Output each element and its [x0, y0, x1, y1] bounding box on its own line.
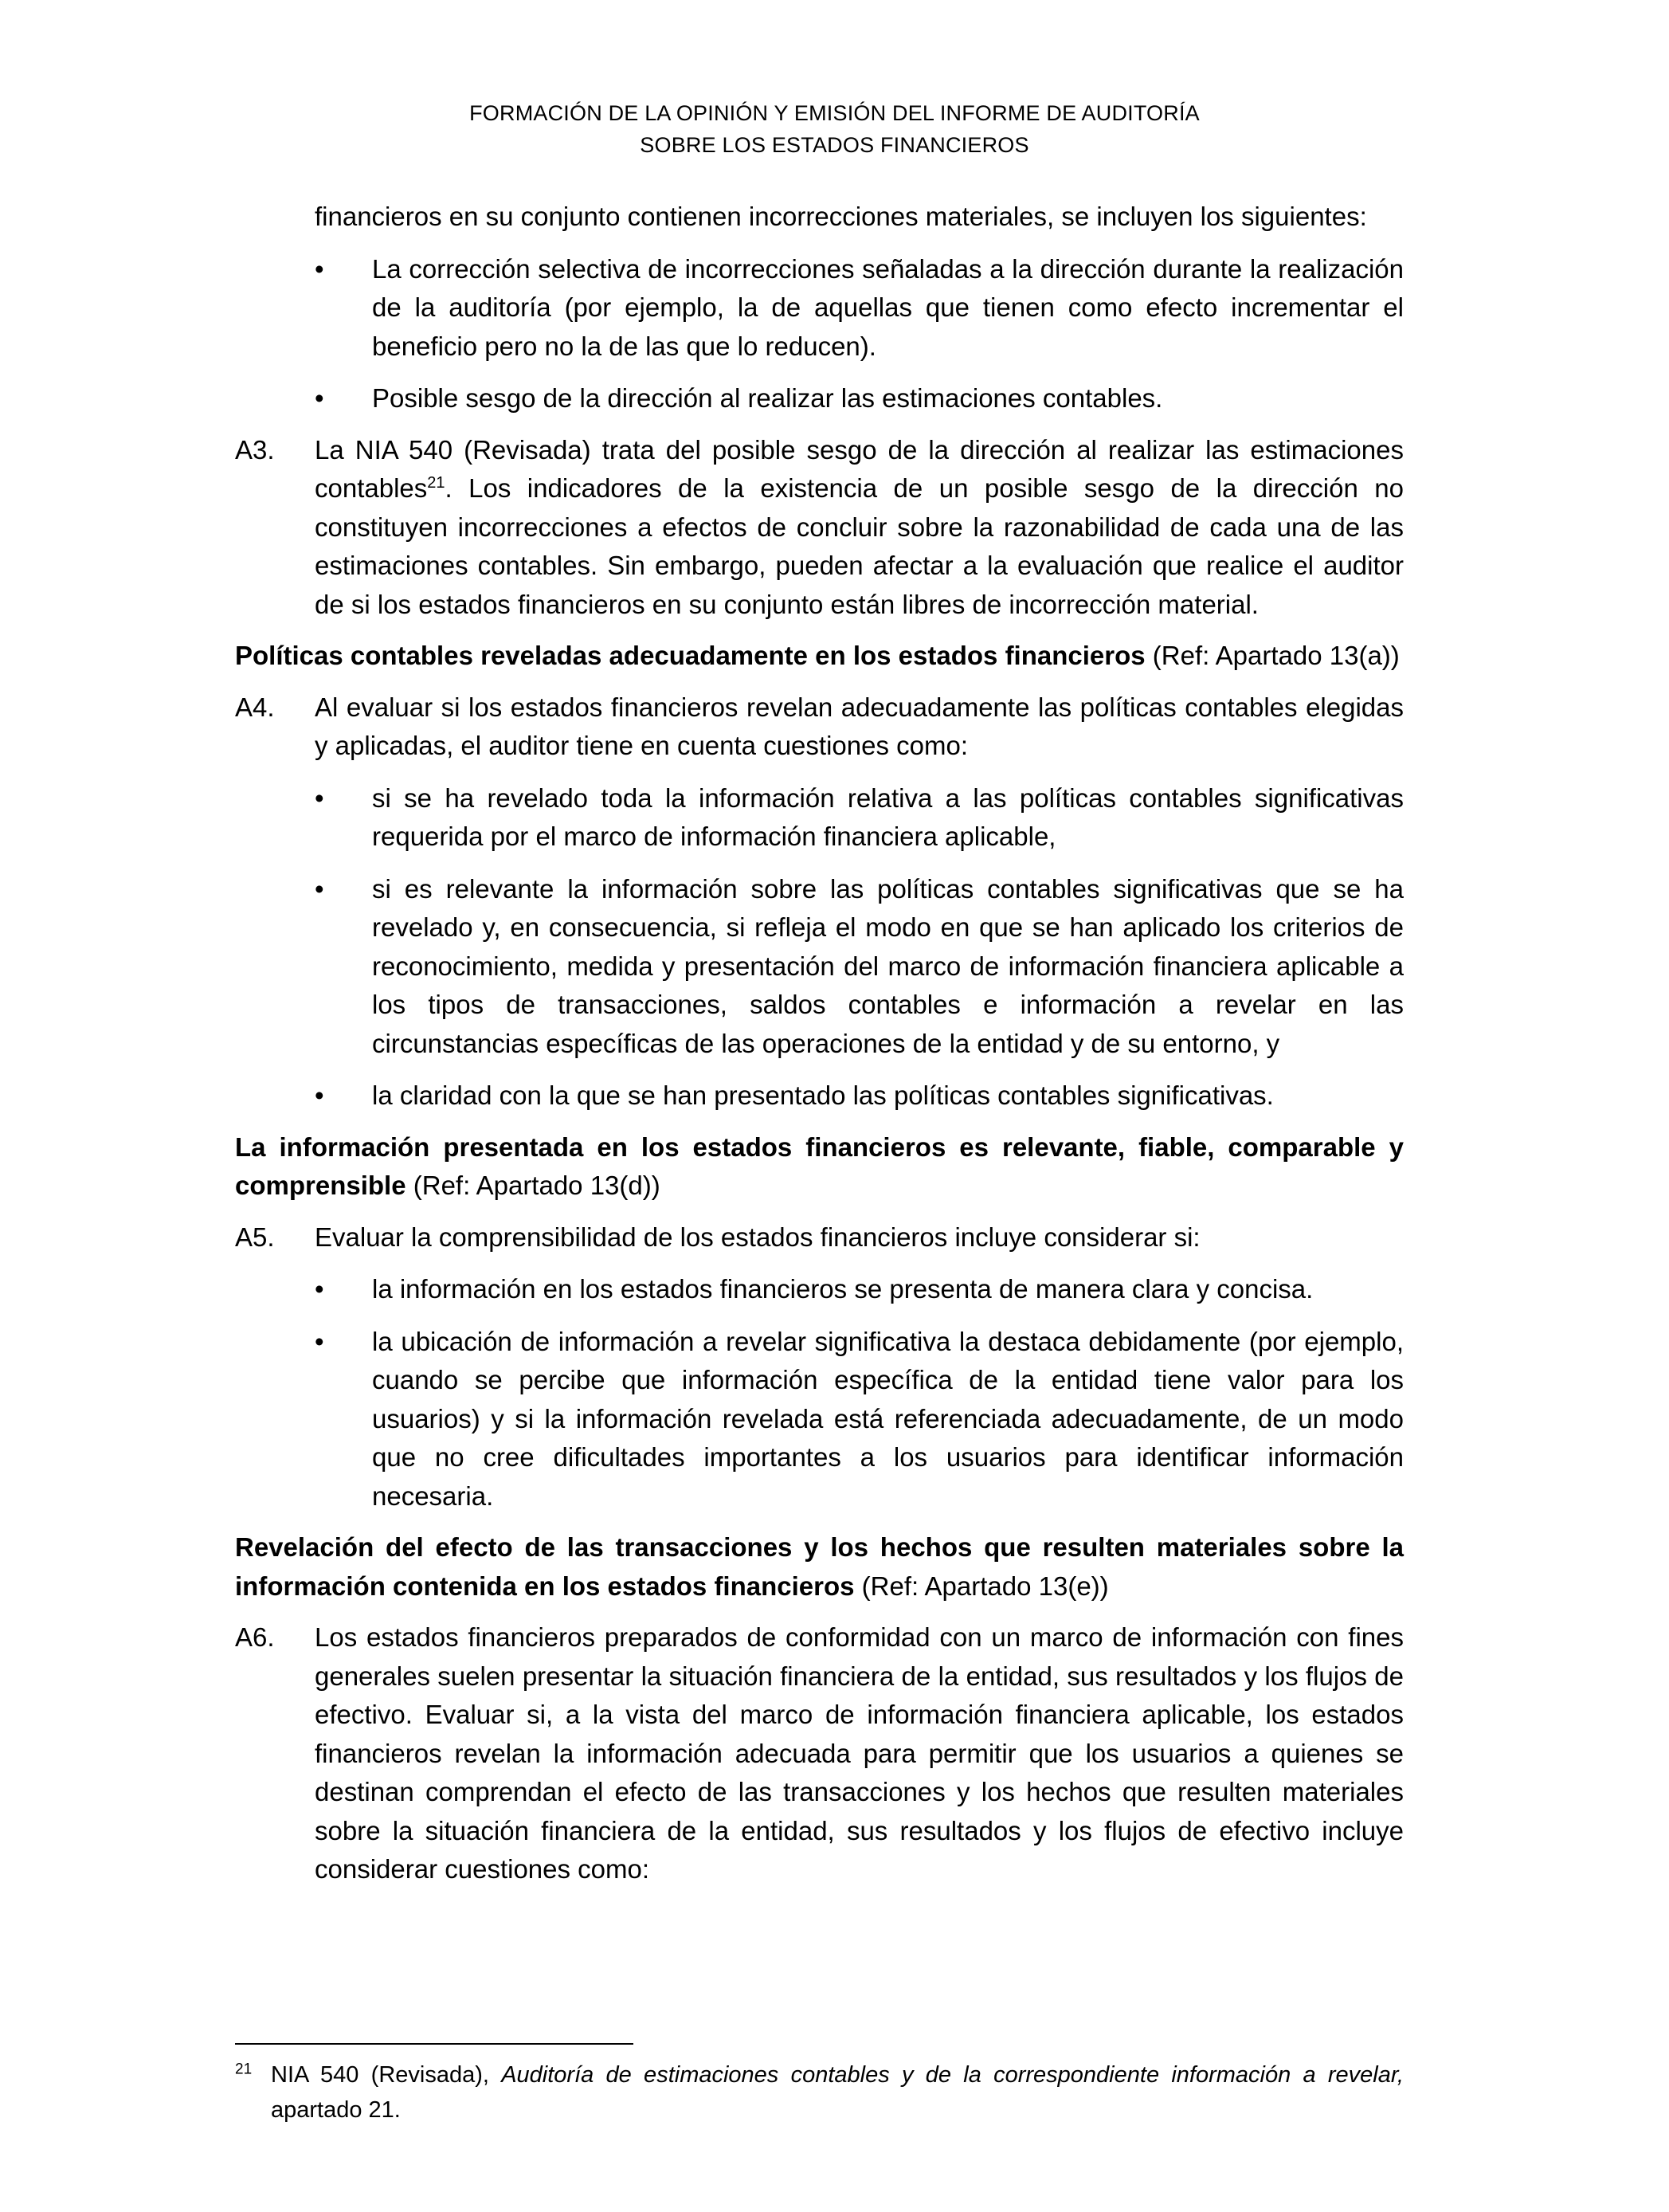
bullet-icon: • — [315, 1081, 324, 1110]
heading-reference: (Ref: Apartado 13(e)) — [854, 1571, 1109, 1601]
intro-paragraph: financieros en su conjunto contienen incorrecciones materiales, se incluyen los siguientes: — [315, 202, 1367, 231]
bullet-icon: • — [315, 383, 324, 413]
a4-bullet-list — [315, 779, 1404, 1116]
bullet-icon: • — [315, 782, 324, 813]
bullet-icon: • — [315, 873, 324, 904]
paragraph-a4 — [235, 688, 1404, 766]
list-item — [315, 1323, 1404, 1516]
paragraph-text: Los estados financieros preparados de conformidad con un marco de información con fines generales suelen presentar la situación financiera de la entidad, sus resultados y los flujos de efectivo. Evaluar si, a la vista del marco de información financiera aplicable, los estados financieros revelan la información adecuada para permitir que los usuarios a quienes se destinan comprendan el efecto de las transacciones y los hechos que resulten materiales sobre la situación financiera de la entidad, sus resultados y los flujos de efectivo incluye considerar cuestiones como: — [315, 1622, 1404, 1884]
text-segment: La NIA 540 (Revisada) trata del posible sesgo de la dirección al realizar las estimaciones contables — [315, 434, 1404, 503]
bullet-icon: • — [315, 1274, 324, 1304]
paragraph-a3 — [235, 431, 1404, 625]
paragraph-number: A6. — [235, 1622, 275, 1652]
footnote-text — [271, 2057, 1404, 2128]
heading-bold-text: Políticas contables reveladas adecuadamente en los estados financieros — [235, 641, 1146, 670]
paragraph-text: Evaluar la comprensibilidad de los estados financieros incluye considerar si: — [315, 1222, 1201, 1252]
cited-title: Auditoría de estimaciones contables y de la correspondiente información a revelar, — [501, 2062, 1404, 2088]
list-item-text: La corrección selectiva de incorrecciones señaladas a la dirección durante la realización de la auditoría (por ejemplo, la de aquellas que tienen como efecto incrementar el beneficio pero no la de las que lo reducen). — [372, 253, 1404, 361]
list-item-text: la información en los estados financieros se presenta de manera clara y concisa. — [372, 1274, 1314, 1304]
bullet-icon: • — [315, 253, 324, 284]
text-segment: NIA 540 (Revisada), — [271, 2062, 502, 2088]
list-item — [315, 779, 1404, 857]
a5-bullet-list — [315, 1270, 1404, 1516]
footnote-number — [235, 2057, 271, 2128]
paragraph-number: A5. — [235, 1222, 275, 1252]
paragraph-number: A3. — [235, 434, 275, 465]
list-item — [315, 1077, 1404, 1116]
list-item — [315, 379, 1404, 418]
text-segment: apartado 21. — [271, 2097, 401, 2123]
paragraph-a5 — [235, 1218, 1404, 1257]
text-segment: . Los indicadores de la existencia de un posible sesgo de la dirección no constituyen incorrecciones a efectos de concluir sobre la razonabilidad de cada una de las estimaciones contables. Sin embargo, pueden afectar a la evaluación que realice el auditor de si los estados financieros en su conjunto están libres de incorrección material. — [315, 473, 1404, 619]
header-line-1: FORMACIÓN DE LA OPINIÓN Y EMISIÓN DEL INFORME DE AUDITORÍA — [469, 101, 1200, 125]
footnote-reference[interactable]: 21 — [427, 474, 445, 492]
header-line-2: SOBRE LOS ESTADOS FINANCIEROS — [640, 133, 1029, 157]
list-item — [315, 1270, 1404, 1309]
intro-bullet-list — [315, 250, 1404, 418]
list-item-text: si se ha revelado toda la información relativa a las políticas contables significativas requerida por el marco de información financiera aplicable, — [372, 782, 1404, 851]
paragraph-number: A4. — [235, 692, 275, 722]
list-item-text: si es relevante la información sobre las políticas contables significativas que se ha revelado y, en consecuencia, si refleja el modo en que se han aplicado los criterios de reconocimiento, medida y presentación del marco de información financiera aplicable a los tipos de transacciones, saldos contables e información a revelar en las circunstancias específicas de las operaciones de la entidad y de su entorno, y — [372, 873, 1404, 1058]
section-heading-policies — [235, 637, 1404, 676]
heading-bold-text: Revelación del efecto de las transacciones y los hechos que resulten materiales sobre la información contenida en los estados financieros — [235, 1532, 1404, 1601]
footnote — [235, 2057, 1404, 2128]
footnote-separator — [235, 2043, 633, 2045]
page-body — [235, 198, 1404, 1889]
list-item-text: la claridad con la que se han presentado las políticas contables significativas. — [372, 1081, 1274, 1110]
bullet-icon: • — [315, 1326, 324, 1356]
section-heading-relevance — [235, 1128, 1404, 1206]
list-item-text: Posible sesgo de la dirección al realizar las estimaciones contables. — [372, 383, 1163, 413]
paragraph-text: Al evaluar si los estados financieros revelan adecuadamente las políticas contables elegidas y aplicadas, el auditor tiene en cuenta cuestiones como: — [315, 692, 1404, 760]
list-item-text: la ubicación de información a revelar significativa la destaca debidamente (por ejemplo, cuando se percibe que información específica de la entidad tiene valor para los usuarios) y si la información revelada está referenciada adecuadamente, de un modo que no cree dificultades importantes a los usuarios para identificar información necesaria. — [372, 1326, 1404, 1511]
section-heading-disclosure — [235, 1528, 1404, 1606]
list-item — [315, 870, 1404, 1064]
paragraph-text — [315, 431, 1404, 625]
list-item — [315, 250, 1404, 367]
running-header — [0, 97, 1669, 161]
paragraph-a6 — [235, 1618, 1404, 1889]
heading-reference: (Ref: Apartado 13(d)) — [405, 1171, 660, 1200]
footnote-marker: 21 — [235, 2061, 253, 2078]
heading-reference: (Ref: Apartado 13(a)) — [1145, 641, 1400, 670]
heading-bold-text: La información presentada en los estados financieros es relevante, fiable, comparable y comprensible — [235, 1131, 1404, 1200]
